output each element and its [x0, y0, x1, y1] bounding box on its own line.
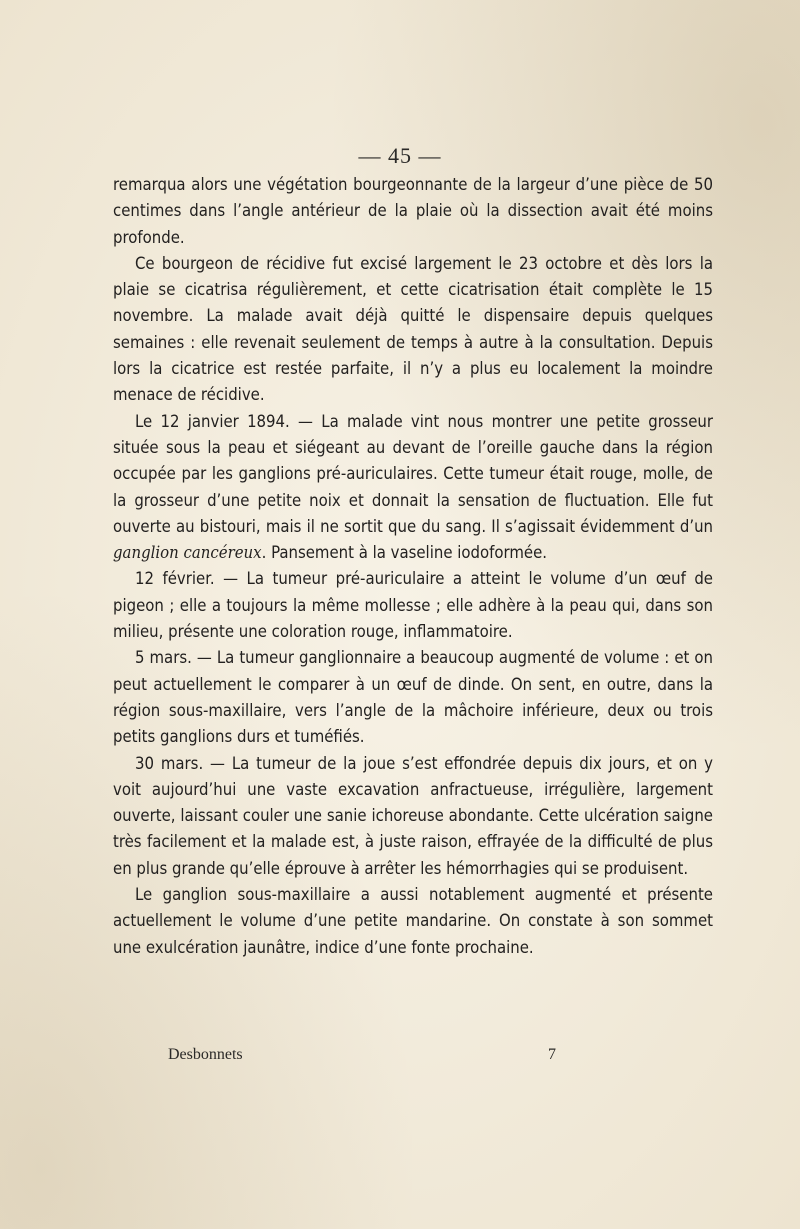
- paragraph: 12 février. — La tumeur pré-auriculaire a atteint le volume d’un œuf de pigeon ; elle a toujours la même mollesse ; elle adhère à la peau qui, dans son milieu, présente une coloration rouge, inflammatoire.: [113, 569, 713, 642]
- paragraph: remarqua alors une végétation bourgeonnante de la largeur d’une pièce de 50 centimes dans l’angle antérieur de la plaie où la dissection avait été moins profonde.: [113, 175, 713, 247]
- paragraph: Ce bourgeon de récidive fut excisé largement le 23 octobre et dès lors la plaie se cicatrisa régulièrement, et cette cicatrisation était complète le 15 novembre. La malade avait déjà quitté le dispensaire depuis quelques semaines : elle revenait seulement de temps à autre à la consultation. Depuis lors la cicatrice est restée parfaite, il n’y a plus eu localement la moindre menace de récidive.: [113, 253, 713, 405]
- signature-number: 7: [548, 1046, 556, 1063]
- italic-term: ganglion cancéreux: [113, 543, 262, 563]
- paragraph: 30 mars. — La tumeur de la joue s’est effondrée depuis dix jours, et on y voit aujourd’hui une vaste excavation anfractueuse, irrégulière, largement ouverte, laissant couler une sanie ichoreuse abondante. Cette ulcération saigne très facilement et la malade est, à juste raison, effrayée de la difficulté de plus en plus grande qu’elle éprouve à arrêter les hémorrhagies qui se produisent.: [113, 753, 713, 878]
- body-text: [113, 172, 713, 961]
- paragraph: 5 mars. — La tumeur ganglionnaire a beaucoup augmenté de volume : et on peut actuellement le comparer à un œuf de dinde. On sent, en outre, dans la région sous-maxillaire, vers l’angle de la mâchoire inférieure, deux ou trois petits ganglions durs et tuméfiés.: [113, 648, 713, 747]
- paragraph: Le ganglion sous-maxillaire a aussi notablement augmenté et présente actuellement le volume d’une petite mandarine. On constate à son sommet une exulcération jaunâtre, indice d’une fonte prochaine.: [113, 885, 713, 957]
- page-number: — 45 —: [358, 143, 442, 168]
- paragraph: [113, 409, 713, 567]
- paragraph-text: . Pansement à la vaseline iodoformée.: [261, 543, 548, 563]
- signature-author: Desbonnets: [168, 1046, 243, 1063]
- paragraph-text: Le 12 janvier 1894. — La malade vint nous montrer une petite grosseur située sous la peau et siégeant au devant de l’oreille gauche dans la région occupée par les ganglions pré-auriculaires. Cette tumeur était rouge, molle, de la grosseur d’une petite noix et donnait la sensation de fluctuation. Elle fut ouverte au bistouri, mais il ne sortit que du sang. Il s’agissait évidemment d’un: [113, 411, 713, 536]
